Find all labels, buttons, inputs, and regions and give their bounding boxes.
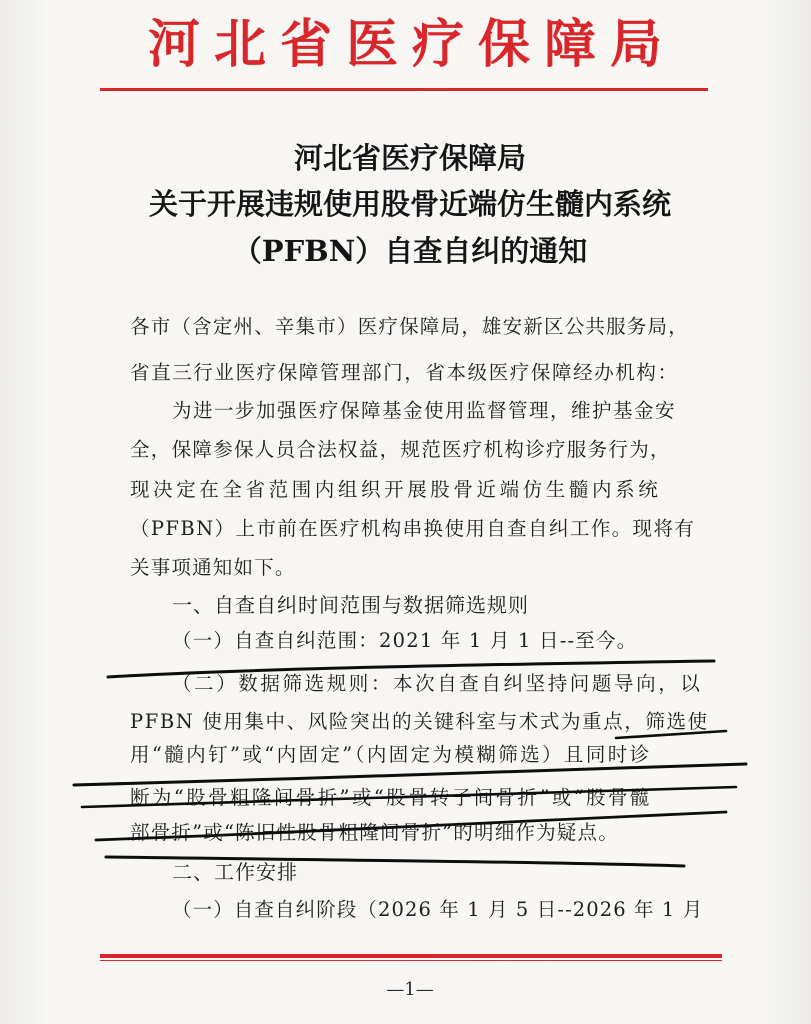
body-line: （二）数据筛选规则：本次自查自纠坚持问题导向，以 (172, 672, 703, 695)
doc-title-line-3: （PFBN）自查自纠的通知 (232, 234, 588, 268)
underline-stroke (106, 857, 684, 866)
section-heading-1: 一、自查自纠时间范围与数据筛选规则 (172, 593, 529, 617)
underline-stroke (108, 661, 714, 677)
body-line: 省直三行业医疗保障管理部门，省本级医疗保障经办机构： (130, 361, 679, 384)
underline-stroke (96, 812, 726, 840)
body-line: 各市（含定州、辛集市）医疗保障局，雄安新区公共服务局， (130, 315, 689, 338)
body-line: 为进一步加强医疗保障基金使用监督管理，维护基金安 (172, 399, 677, 422)
body-line: 断为“股骨粗隆间骨折”或“股骨转子间骨折”或“股骨髋 (130, 786, 652, 809)
underline-stroke (74, 764, 746, 785)
underline-stroke (616, 731, 726, 738)
body-line: 关事项通知如下。 (130, 556, 296, 579)
body-line: 用“髓内钉”或“内固定”（内固定为模糊筛选）且同时诊 (130, 743, 652, 766)
doc-title-line-1: 河北省医疗保障局 (293, 141, 526, 175)
body-line: PFBN 使用集中、风险突出的关键科室与术式为重点，筛选使 (130, 710, 709, 733)
body-line: （PFBN）上市前在医疗机构串换使用自查自纠工作。现将有 (130, 517, 696, 540)
underline-stroke (82, 787, 736, 807)
doc-title-line-2: 关于开展违规使用股骨近端仿生髓内系统 (148, 187, 671, 221)
body-line: （一）自查自纠阶段（2026 年 1 月 5 日--2026 年 1 月 (172, 898, 704, 921)
body-line: 全，保障参保人员合法权益，规范医疗机构诊疗服务行为， (130, 438, 671, 461)
body-line: （一）自查自纠范围：2021 年 1 月 1 日--至今。 (172, 629, 638, 652)
page-number: —1— (386, 979, 434, 1000)
section-heading-2: 二、工作安排 (172, 860, 298, 884)
body-line: 部骨折”或“陈旧性股骨粗隆间骨折”的明细作为疑点。 (130, 821, 619, 844)
body-line: 现决定在全省范围内组织开展股骨近端仿生髓内系统 (130, 478, 662, 501)
agency-letterhead: 河北省医疗保障局 (147, 14, 676, 75)
